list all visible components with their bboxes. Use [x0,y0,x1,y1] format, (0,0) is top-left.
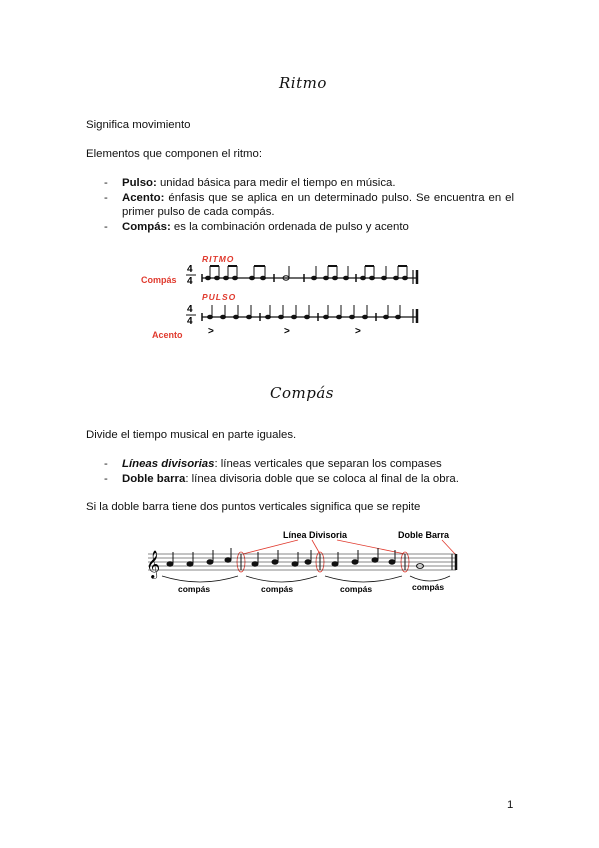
svg-text:4: 4 [187,276,193,287]
page-number: 1 [507,799,514,811]
svg-text:4: 4 [187,304,193,315]
time-signature-pulse [186,304,196,327]
bullet-pulso [122,176,514,190]
staff-lines [148,554,456,570]
pulse-staff-line [202,305,417,323]
def-pulso: unidad básica para medir el tiempo en música. [156,177,396,189]
bullet-dash: - [104,473,108,485]
bullet-dash: - [104,221,108,233]
paragraph-doble-barra: Si la doble barra tiene dos puntos verticales significa que se repite [86,501,421,513]
bullet-compas [122,220,514,234]
compas-label: compás [412,582,445,592]
bullet-acento [122,191,514,205]
term-pulso: Pulso: [122,177,157,189]
compas-label: compás [340,584,373,594]
ritmo-label: RITMO [202,254,235,264]
def-acento: énfasis que se aplica en un determinado pulso. Se encuentra en el [164,192,514,204]
rhythm-pulse-figure [134,250,434,345]
compas-label: compás [178,584,211,594]
paragraph-divide: Divide el tiempo musical en parte iguales. [86,429,297,441]
bullet-lineas-divisorias [122,457,442,471]
bullet-dash: - [104,177,108,189]
acento-label: Acento [152,330,183,340]
svg-text:4: 4 [187,264,193,275]
linea-divisoria-label: Línea Divisoria [283,530,348,540]
accent-mark: > [355,326,361,337]
treble-clef-icon: 𝄞 [146,551,161,578]
rhythm-staff-line [202,266,417,284]
doble-barra-label: Doble Barra [398,530,450,540]
term-doble-barra: Doble barra [122,473,186,485]
bullet-doble-barra [122,472,459,486]
callout-lines [237,540,455,572]
term-compas: Compás: [122,221,171,233]
bullet-dash: - [104,192,108,204]
term-lineas-divisorias: Líneas divisorias [122,458,215,470]
paragraph-elementos: Elementos que componen el ritmo: [86,148,263,160]
def-doble-barra: : línea divisoria doble que se coloca al final de la obra. [185,473,459,485]
time-signature-rhythm [186,264,196,287]
section-title-compas: Compás [270,384,334,402]
term-acento: Acento: [122,192,165,204]
compas-label: Compás [141,275,177,285]
accent-mark: > [208,326,214,337]
svg-text:4: 4 [187,316,193,327]
accent-mark: > [284,326,290,337]
section-title-ritmo: Ritmo [279,74,327,92]
pulso-label: PULSO [202,292,237,302]
bullet-acento-cont: primer pulso de cada compás. [122,206,275,218]
def-lineas-divisorias: : líneas verticales que separan los compases [214,458,442,470]
measures-staff-figure [140,524,465,596]
compas-label: compás [261,584,294,594]
def-compas: es la combinación ordenada de pulso y acento [170,221,409,233]
bullet-dash: - [104,458,108,470]
measure-brackets [162,576,450,582]
staff-notes [167,548,456,570]
paragraph-significa: Significa movimiento [86,119,191,131]
